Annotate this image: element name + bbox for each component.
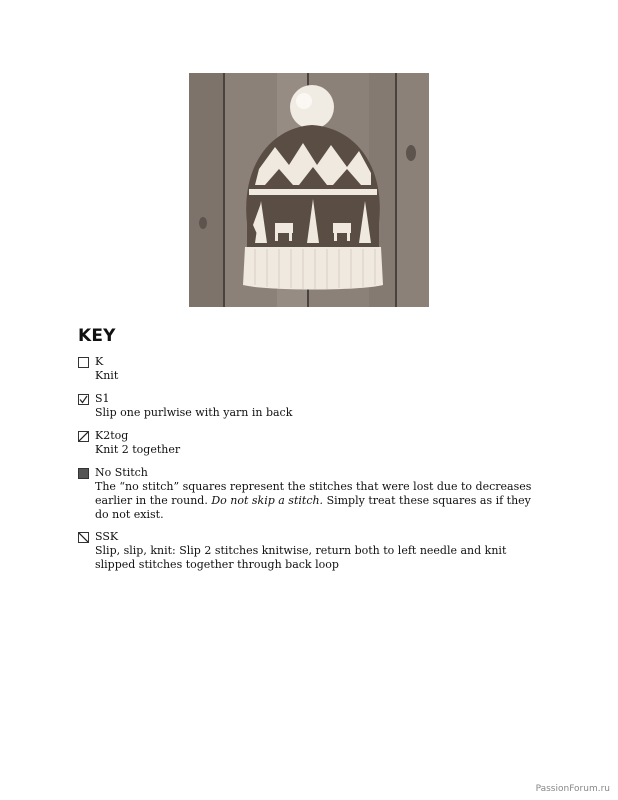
legend-code: S1 [95,392,110,405]
legend-description: Knit 2 together [95,443,181,456]
legend-item-ssk [78,530,545,572]
legend-description: Slip one purlwise with yarn in back [95,406,293,419]
watermark: PassionForum.ru [535,784,610,794]
legend-item-k [78,355,118,383]
legend-description: Knit [95,369,119,382]
key-heading: KEY [78,326,116,346]
left-slant-square-icon [78,532,89,543]
legend-code: No Stitch [95,466,148,479]
hat-photo [189,73,429,307]
legend-code: K [95,355,104,368]
filled-square-icon [78,468,89,479]
desc-part1: The “no stitch” squares represent the stitches that were lost due to decreases earlier in the round. [95,480,532,507]
legend-description [95,480,545,522]
desc-part2: Simply treat these squares as if they do not exist. [95,494,531,521]
legend-code: K2tog [95,429,129,442]
legend-code: SSK [95,530,119,543]
legend-item-s1 [78,392,292,420]
empty-square-icon [78,357,89,368]
checkmark-square-icon [78,394,89,405]
legend-description: Slip, slip, knit: Slip 2 stitches knitwise, return both to left needle and knit slipped stitches together through back loop [95,544,507,571]
right-slant-square-icon [78,431,89,442]
legend-item-k2tog [78,429,180,457]
desc-italic: Do not skip a stitch. [211,494,324,507]
legend-item-no-stitch [78,466,545,522]
